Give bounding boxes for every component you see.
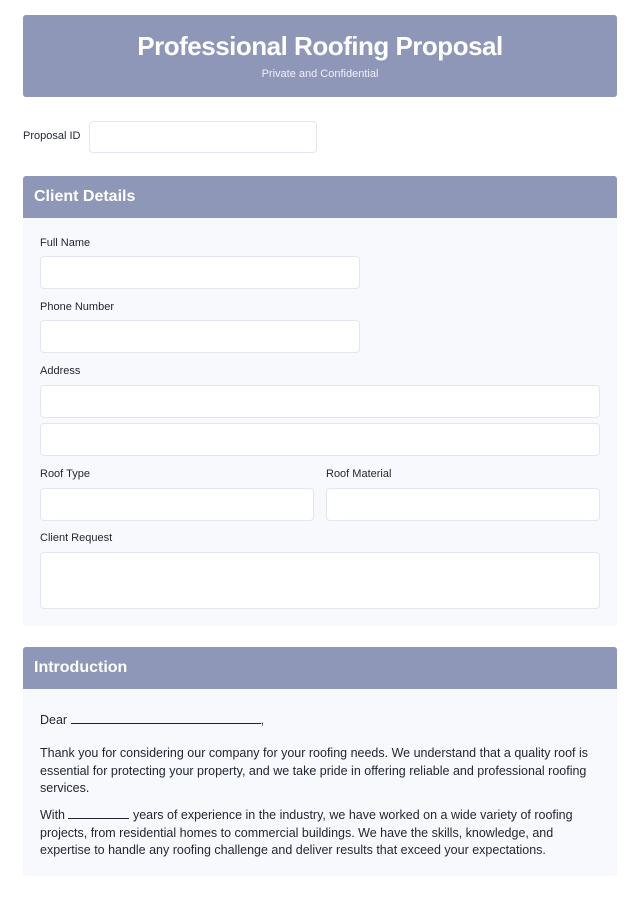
salutation-line bbox=[40, 712, 600, 730]
full-name-label: Full Name bbox=[40, 237, 91, 249]
years-experience-blank[interactable] bbox=[68, 808, 129, 819]
roof-type-label: Roof Type bbox=[40, 468, 90, 480]
phone-number-input[interactable] bbox=[40, 320, 360, 353]
address-line2-input[interactable] bbox=[40, 423, 600, 456]
intro-paragraph-1: Thank you for considering our company for your roofing needs. We understand that a quality roof is essential for protecting your property, and we take pride in offering reliable and professional roofing services. bbox=[40, 746, 588, 795]
client-details-heading: Client Details bbox=[23, 176, 617, 218]
full-name-input[interactable] bbox=[40, 256, 360, 289]
proposal-id-label: Proposal ID bbox=[23, 130, 81, 142]
salutation-suffix: , bbox=[260, 713, 265, 727]
phone-number-label: Phone Number bbox=[40, 301, 114, 313]
paragraph2-prefix: With bbox=[40, 808, 65, 822]
address-line1-input[interactable] bbox=[40, 385, 600, 418]
paragraph2-rest: years of experience in the industry, we have worked on a wide variety of roofing projects, from residential homes to commercial buildings. We have the skills, knowledge, and expertise to handle any roofing challenge and deliver results that exceed your expectations. bbox=[40, 808, 573, 857]
recipient-name-blank[interactable] bbox=[71, 713, 261, 724]
address-label: Address bbox=[40, 365, 81, 377]
client-request-label: Client Request bbox=[40, 532, 113, 544]
roof-material-input[interactable] bbox=[326, 488, 600, 521]
proposal-id-input[interactable] bbox=[89, 121, 317, 153]
salutation-prefix: Dear bbox=[40, 713, 68, 727]
introduction-heading: Introduction bbox=[23, 647, 617, 689]
roof-type-input[interactable] bbox=[40, 488, 314, 521]
client-request-textarea[interactable] bbox=[40, 552, 600, 609]
page-subtitle: Private and Confidential bbox=[261, 68, 379, 80]
roof-material-label: Roof Material bbox=[326, 468, 392, 480]
page-title: Professional Roofing Proposal bbox=[137, 31, 503, 61]
header-banner bbox=[23, 15, 617, 97]
intro-paragraph-2 bbox=[40, 807, 600, 860]
